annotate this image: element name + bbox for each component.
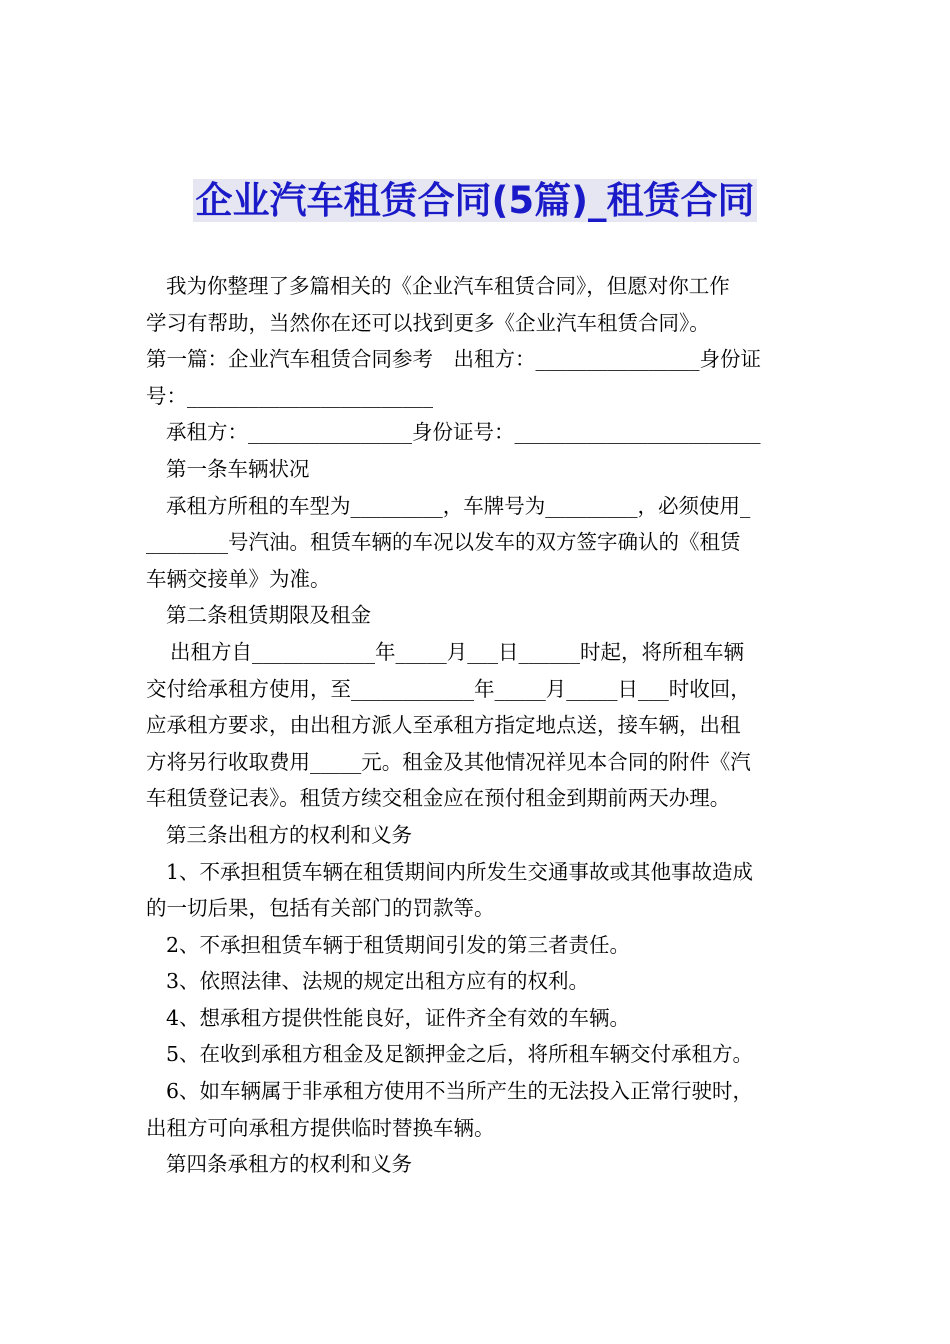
document-title <box>0 176 950 226</box>
article-3-item-2: 2、不承担租赁车辆于租赁期间引发的第三者责任。 <box>166 932 631 957</box>
document-title-text: 企业汽车租赁合同(5篇)_租赁合同 <box>195 179 755 222</box>
part-one-heading-line: 第一篇：企业汽车租赁合同参考 出租方：________________身份证 <box>146 347 761 372</box>
intro-line-1: 我为你整理了多篇相关的《企业汽车租赁合同》，但愿对你工作 <box>166 274 730 298</box>
article-2-line-2: 交付给承租方使用，至____________年_____月_____日___时收回， <box>146 676 751 701</box>
intro-line-2: 学习有帮助，当然你在还可以找到更多《企业汽车租赁合同》。 <box>146 310 710 335</box>
article-1-heading: 第一条车辆状况 <box>166 456 310 481</box>
article-3-heading: 第三条出租方的权利和义务 <box>166 822 412 847</box>
article-1-line-3: 车辆交接单》为准。 <box>146 566 331 591</box>
article-3-item-6-line-2: 出租方可向承租方提供临时替换车辆。 <box>146 1115 495 1140</box>
lessee-line: 承租方：________________身份证号：________________________ <box>166 420 761 445</box>
article-3-item-6-line-1: 6、如车辆属于非承租方使用不当所产生的无法投入正常行驶时， <box>166 1079 754 1104</box>
article-2-line-5: 车租赁登记表》。租赁方续交租金应在预付租金到期前两天办理。 <box>146 786 731 811</box>
article-2-line-4: 方将另行收取费用_____元。租金及其他情况祥见本合同的附件《汽 <box>146 749 751 774</box>
article-3-item-3: 3、依照法律、法规的规定出租方应有的权利。 <box>166 969 590 994</box>
article-2-heading: 第二条租赁期限及租金 <box>166 603 371 628</box>
article-1-line-2: ________号汽油。租赁车辆的车况以发车的双方签字确认的《租赁 <box>146 530 741 555</box>
article-3-item-1-line-1: 1、不承担租赁车辆在租赁期间内所发生交通事故或其他事故造成 <box>166 859 754 884</box>
article-3-item-5: 5、在收到承租方租金及足额押金之后，将所租车辆交付承租方。 <box>166 1042 754 1067</box>
id-number-line: 号：________________________ <box>146 383 433 408</box>
article-3-item-4: 4、想承租方提供性能良好，证件齐全有效的车辆。 <box>166 1005 631 1030</box>
document-body <box>146 268 811 1183</box>
article-1-line-1: 承租方所租的车型为_________，车牌号为_________，必须使用_ <box>166 493 751 518</box>
article-2-line-3: 应承租方要求，由出租方派人至承租方指定地点送，接车辆，出租 <box>146 713 741 738</box>
article-2-line-1: 出租方自____________年_____月___日______时起，将所租车辆 <box>170 639 744 664</box>
article-3-item-1-line-2: 的一切后果，包括有关部门的罚款等。 <box>146 896 495 921</box>
article-4-heading: 第四条承租方的权利和义务 <box>166 1152 412 1177</box>
